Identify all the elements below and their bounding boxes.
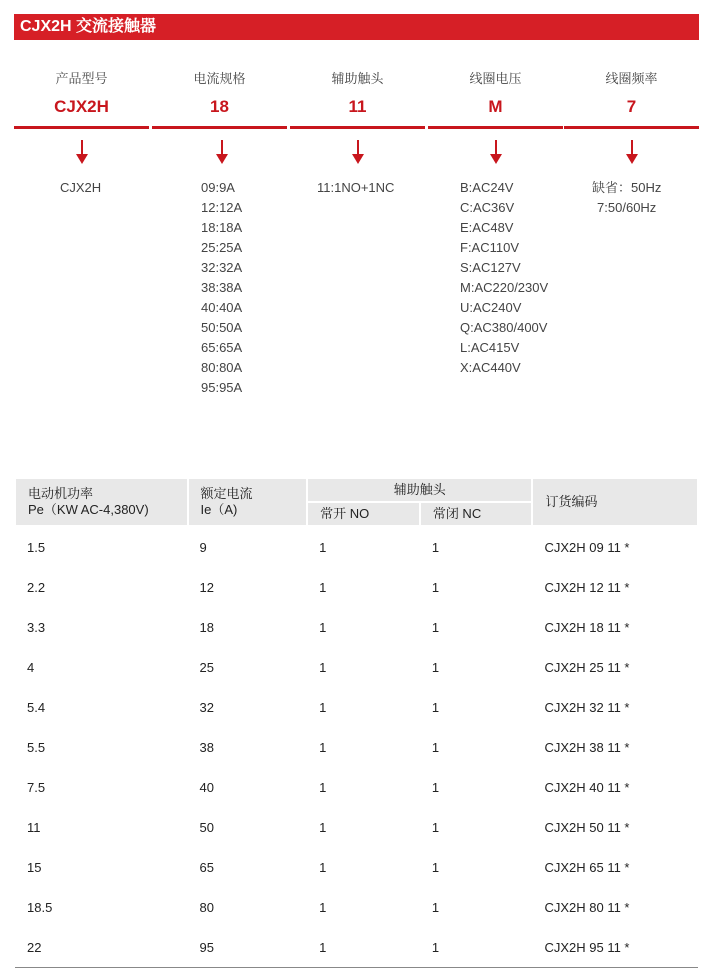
table-row — [15, 567, 698, 607]
option-item: 09:9A — [201, 180, 235, 195]
option-item: L:AC415V — [460, 340, 520, 355]
cell-nc: 1 — [431, 659, 440, 675]
segment-underline — [428, 126, 563, 129]
model-code-breakdown — [14, 64, 699, 134]
cell-order: CJX2H 32 11 * — [544, 699, 630, 715]
segment-underline — [564, 126, 699, 129]
table-row — [15, 687, 698, 727]
option-item: 12:12A — [201, 200, 243, 215]
cell-current: 50 — [199, 819, 214, 835]
segment-coil-voltage — [428, 64, 563, 134]
header-order-code: 订货编码 — [532, 478, 698, 526]
current-options — [201, 178, 242, 398]
option-item: 80:80A — [201, 360, 243, 375]
arrow-down-icon — [215, 140, 229, 166]
table-row — [15, 767, 698, 807]
header-nc: 常闭 NC — [420, 502, 533, 526]
option-item: 32:32A — [201, 260, 243, 275]
cell-no: 1 — [319, 659, 327, 675]
option-item: S:AC127V — [460, 260, 521, 275]
cell-nc: 1 — [420, 927, 533, 968]
cell-current: 40 — [199, 779, 214, 795]
cell-current: 9 — [199, 539, 207, 555]
table-row — [15, 887, 698, 927]
cell-nc: 1 — [431, 619, 440, 635]
cell-power: 4 — [27, 659, 35, 675]
option-item: 缺省：50Hz — [592, 180, 662, 195]
cell-no: 1 — [319, 539, 327, 555]
cell-order: CJX2H 80 11 * — [544, 899, 630, 915]
cell-current: 32 — [199, 699, 214, 715]
cell-nc: 1 — [431, 859, 440, 875]
table-row — [15, 807, 698, 847]
segment-label: 产品型号 — [55, 71, 108, 86]
cell-no: 1 — [319, 779, 327, 795]
cell-power: 2.2 — [27, 579, 46, 595]
page-banner: CJX2H 交流接触器 — [14, 14, 699, 40]
model-options — [60, 178, 101, 198]
option-item: F:AC110V — [460, 240, 520, 255]
cell-nc: 1 — [431, 539, 440, 555]
cell-current: 18 — [199, 619, 214, 635]
segment-coil-frequency — [564, 64, 699, 134]
cell-power: 3.3 — [27, 619, 46, 635]
cell-no: 1 — [307, 927, 420, 968]
cell-nc: 1 — [431, 819, 440, 835]
cell-nc: 1 — [431, 779, 440, 795]
cell-no: 1 — [319, 819, 327, 835]
header-rated-current — [188, 478, 308, 526]
frequency-options — [592, 178, 661, 218]
segment-product-model — [14, 64, 149, 134]
cell-order: CJX2H 95 11 * — [532, 927, 698, 968]
option-item: 50:50A — [201, 320, 243, 335]
header-motor-power — [15, 478, 188, 526]
segment-aux-contact — [290, 64, 425, 134]
spec-table — [14, 477, 699, 968]
cell-order: CJX2H 65 11 * — [544, 859, 630, 875]
arrow-down-icon — [75, 140, 89, 166]
option-item: 18:18A — [201, 220, 243, 235]
segment-underline — [152, 126, 287, 129]
voltage-options — [460, 178, 548, 378]
cell-no: 1 — [319, 619, 327, 635]
cell-order: CJX2H 50 11 * — [544, 819, 630, 835]
cell-current: 80 — [199, 899, 214, 915]
table-row — [15, 847, 698, 887]
cell-order: CJX2H 40 11 * — [544, 779, 630, 795]
cell-order: CJX2H 09 11 * — [544, 539, 630, 555]
option-item: E:AC48V — [460, 220, 514, 235]
option-item: C:AC36V — [460, 200, 515, 215]
cell-power: 11 — [27, 819, 41, 835]
cell-power: 18.5 — [27, 899, 53, 915]
cell-current: 38 — [199, 739, 214, 755]
segment-value: 18 — [210, 97, 229, 116]
cell-power: 5.5 — [27, 739, 46, 755]
cell-no: 1 — [319, 579, 327, 595]
segment-label: 线圈电压 — [469, 71, 522, 86]
header-aux-contact: 辅助触头 — [307, 478, 532, 502]
header-line: Ie（A) — [200, 502, 238, 517]
cell-power: 5.4 — [27, 699, 46, 715]
segment-label: 线圈频率 — [605, 71, 658, 86]
option-item: U:AC240V — [460, 300, 522, 315]
segment-current-spec — [152, 64, 287, 134]
cell-power: 7.5 — [27, 779, 46, 795]
cell-order: CJX2H 25 11 * — [544, 659, 630, 675]
cell-order: CJX2H 38 11 * — [544, 739, 630, 755]
option-item: X:AC440V — [460, 360, 521, 375]
header-line: Pe（KW AC-4,380V) — [28, 502, 149, 517]
cell-current: 25 — [199, 659, 214, 675]
option-item: 38:38A — [201, 280, 243, 295]
segment-value: 11 — [348, 97, 367, 116]
segment-value: 7 — [626, 97, 637, 116]
option-item: M:AC220/230V — [460, 280, 549, 295]
option-item: 40:40A — [201, 300, 243, 315]
arrow-down-icon — [351, 140, 365, 166]
segment-value: M — [488, 97, 503, 116]
cell-no: 1 — [319, 699, 327, 715]
table-row — [15, 927, 698, 968]
cell-no: 1 — [319, 739, 327, 755]
header-line: 额定电流 — [200, 486, 253, 501]
arrow-down-icon — [489, 140, 503, 166]
cell-power: 22 — [15, 927, 188, 968]
table-row — [15, 727, 698, 767]
option-item: 95:95A — [201, 380, 243, 395]
cell-current: 12 — [199, 579, 214, 595]
cell-no: 1 — [319, 859, 327, 875]
cell-current: 65 — [199, 859, 214, 875]
cell-power: 1.5 — [27, 539, 46, 555]
option-item: 25:25A — [201, 240, 243, 255]
option-item: Q:AC380/400V — [460, 320, 548, 335]
cell-order: CJX2H 12 11 * — [544, 579, 630, 595]
header-no: 常开 NO — [307, 502, 420, 526]
cell-order: CJX2H 18 11 * — [544, 619, 630, 635]
aux-contact-options — [317, 178, 394, 198]
cell-nc: 1 — [431, 699, 440, 715]
table-row — [15, 647, 698, 687]
table-row — [15, 607, 698, 647]
segment-underline — [290, 126, 425, 129]
cell-nc: 1 — [431, 739, 440, 755]
segment-label: 辅助触头 — [331, 71, 384, 86]
header-line: 电动机功率 — [28, 486, 94, 501]
option-item: CJX2H — [60, 180, 102, 195]
table-row — [15, 526, 698, 567]
cell-nc: 1 — [431, 579, 440, 595]
segment-value: CJX2H — [54, 97, 109, 116]
cell-current: 95 — [188, 927, 308, 968]
segment-underline — [14, 126, 149, 129]
arrow-down-icon — [625, 140, 639, 166]
option-item: B:AC24V — [460, 180, 514, 195]
segment-label: 电流规格 — [193, 71, 246, 86]
option-item: 7:50/60Hz — [597, 200, 657, 215]
cell-nc: 1 — [431, 899, 440, 915]
option-item: 11:1NO+1NC — [317, 180, 395, 195]
option-item: 65:65A — [201, 340, 243, 355]
cell-no: 1 — [319, 899, 327, 915]
cell-power: 15 — [27, 859, 42, 875]
